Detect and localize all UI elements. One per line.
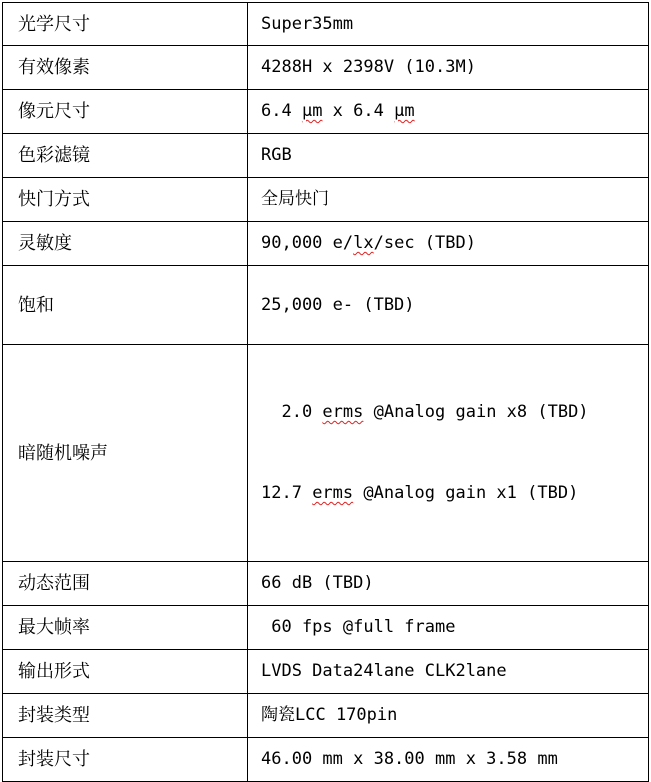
row-label-shutter: 快门方式 bbox=[3, 178, 248, 222]
table-row bbox=[3, 90, 649, 134]
row-value-effective-pixels: 4288H x 2398V (10.3M) bbox=[248, 46, 649, 90]
table-row bbox=[3, 694, 649, 738]
table-row bbox=[3, 345, 649, 562]
table-row bbox=[3, 134, 649, 178]
row-value-dark-noise bbox=[248, 345, 649, 562]
noise-value: 12.7 bbox=[261, 483, 313, 503]
row-label-max-frame-rate: 最大帧率 bbox=[3, 606, 248, 650]
row-label-output-format: 输出形式 bbox=[3, 650, 248, 694]
noise-condition: @Analog gain x1 (TBD) bbox=[353, 483, 579, 503]
table-row bbox=[3, 606, 649, 650]
pixel-size-part: 6.4 bbox=[261, 101, 302, 121]
sensitivity-part: /sec (TBD) bbox=[373, 233, 476, 253]
sensitivity-part: 90,000 e/ bbox=[261, 233, 354, 253]
table-row bbox=[3, 738, 649, 782]
row-label-package-size: 封装尺寸 bbox=[3, 738, 248, 782]
unit-micrometer: μm bbox=[301, 101, 323, 121]
unit-micrometer: μm bbox=[394, 101, 415, 121]
dark-noise-line-1 bbox=[261, 399, 648, 426]
unit-erms: erms bbox=[312, 483, 354, 503]
row-label-effective-pixels: 有效像素 bbox=[3, 46, 248, 90]
row-value-package-type: 陶瓷LCC 170pin bbox=[248, 694, 649, 738]
row-value-optical-size: Super35mm bbox=[248, 3, 649, 46]
table-row bbox=[3, 266, 649, 345]
row-label-color-filter: 色彩滤镜 bbox=[3, 134, 248, 178]
row-label-sensitivity: 灵敏度 bbox=[3, 222, 248, 266]
unit-lux: lx bbox=[353, 233, 374, 253]
row-value-sensitivity bbox=[248, 222, 649, 266]
row-label-dynamic-range: 动态范围 bbox=[3, 562, 248, 606]
row-label-package-type: 封装类型 bbox=[3, 694, 248, 738]
table-row bbox=[3, 178, 649, 222]
noise-condition: @Analog gain x8 (TBD) bbox=[363, 402, 589, 422]
row-label-dark-noise: 暗随机噪声 bbox=[3, 345, 248, 562]
pixel-size-part: x 6.4 bbox=[322, 101, 395, 121]
row-label-optical-size: 光学尺寸 bbox=[3, 3, 248, 46]
row-value-output-format: LVDS Data24lane CLK2lane bbox=[248, 650, 649, 694]
unit-erms: erms bbox=[322, 402, 364, 422]
row-value-saturation: 25,000 e- (TBD) bbox=[248, 266, 649, 345]
row-label-pixel-size: 像元尺寸 bbox=[3, 90, 248, 134]
row-value-shutter: 全局快门 bbox=[248, 178, 649, 222]
spec-table bbox=[2, 2, 649, 782]
table-row bbox=[3, 222, 649, 266]
row-value-max-frame-rate: 60 fps @full frame bbox=[248, 606, 649, 650]
row-label-saturation: 饱和 bbox=[3, 266, 248, 345]
dark-noise-line-2 bbox=[261, 480, 648, 507]
row-value-dynamic-range: 66 dB (TBD) bbox=[248, 562, 649, 606]
table-row bbox=[3, 3, 649, 46]
table-row bbox=[3, 650, 649, 694]
row-value-color-filter: RGB bbox=[248, 134, 649, 178]
table-row bbox=[3, 46, 649, 90]
table-row bbox=[3, 562, 649, 606]
row-value-package-size: 46.00 mm x 38.00 mm x 3.58 mm bbox=[248, 738, 649, 782]
noise-value: 2.0 bbox=[261, 402, 323, 422]
row-value-pixel-size bbox=[248, 90, 649, 134]
